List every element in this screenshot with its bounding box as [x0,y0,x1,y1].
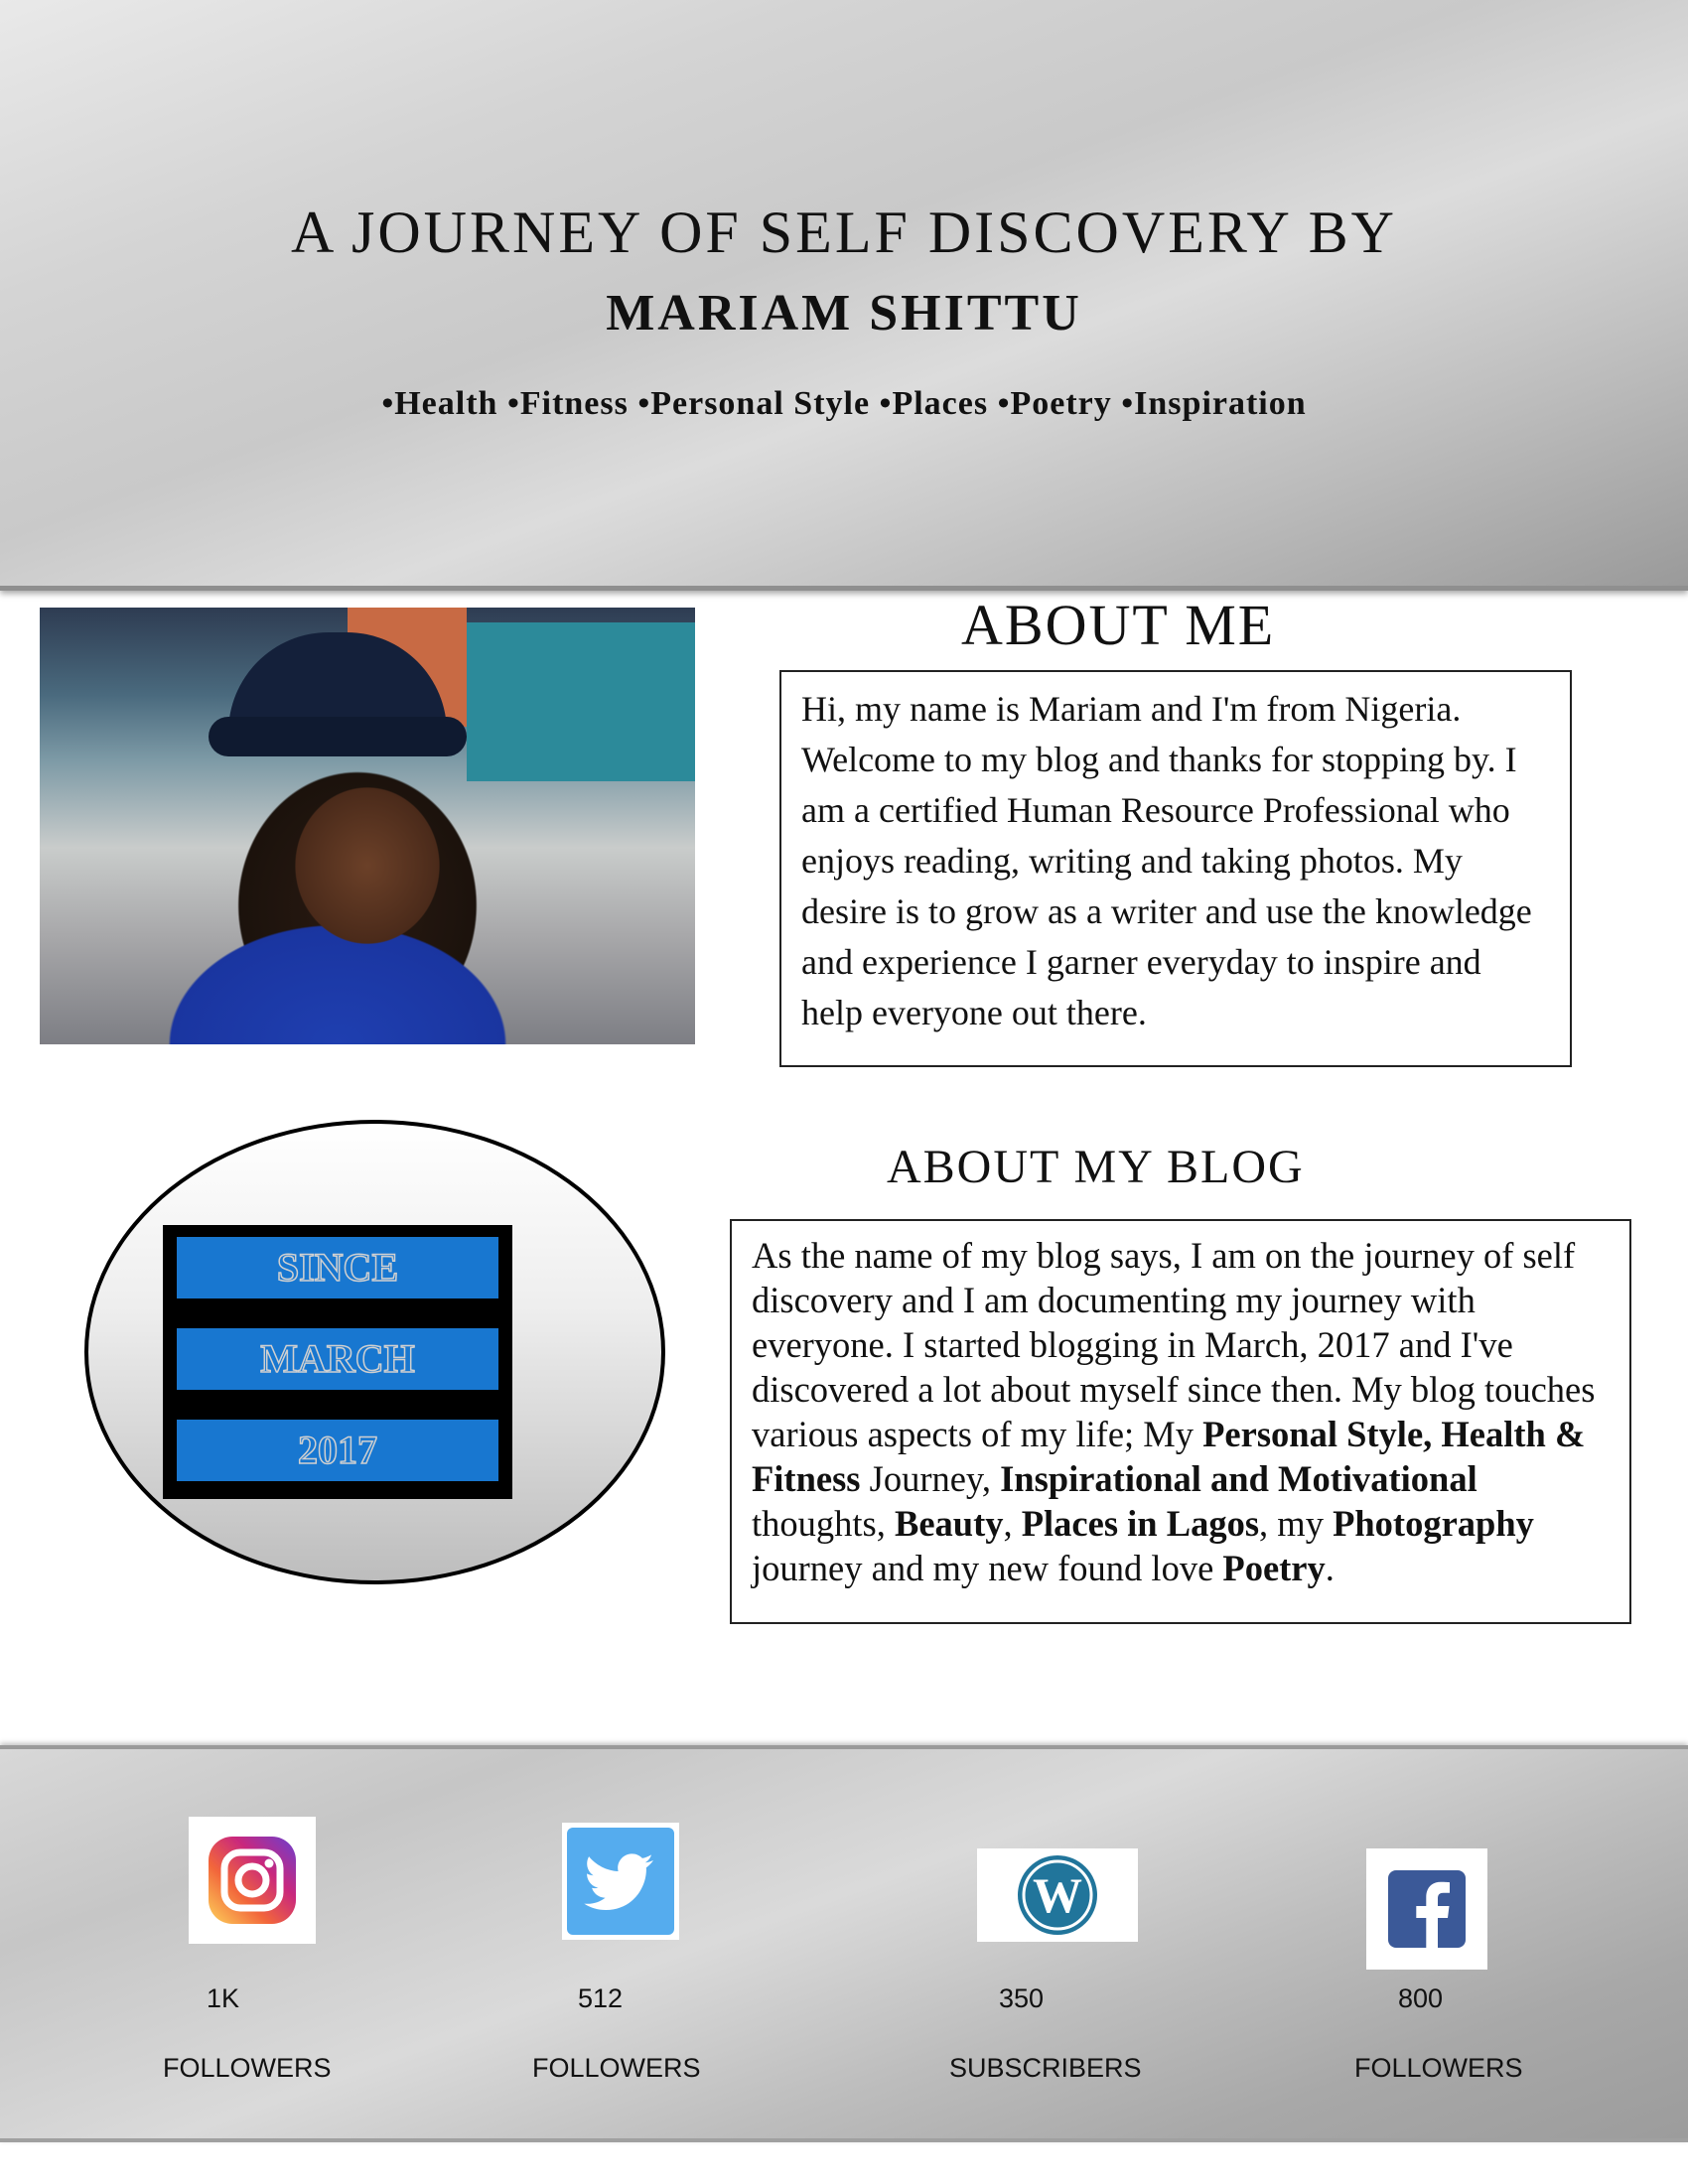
twitter-unit: FOLLOWERS [532,2053,701,2083]
twitter-icon[interactable] [562,1823,679,1940]
wordpress-count: 350 [999,1983,1045,2013]
since-badge [84,1120,665,1584]
facebook-icon[interactable] [1366,1848,1487,1970]
page-title: A JOURNEY OF SELF DISCOVERY BY [290,200,1398,265]
badge-month: MARCH [177,1328,498,1390]
instagram-icon[interactable] [189,1817,316,1944]
blog-text: thoughts, [752,1503,895,1544]
header-banner [0,0,1688,591]
blog-text: As the name of my blog says, I am on the journey of self discovery and I am documenting my journey with everyone. I started blogging in March, 2017 and I've discovered a lot about myself since then. My blog touches various aspects of my life; My [752,1235,1596,1454]
blog-text: Journey, [860,1458,1001,1499]
wordpress-icon[interactable] [977,1848,1138,1942]
blog-text: journey and my new found love [752,1548,1223,1588]
topics-list: •Health •Fitness •Personal Style •Places •Poetry •Inspiration [381,385,1307,422]
instagram-unit: FOLLOWERS [163,2053,332,2083]
blog-bold: Inspirational and Motivational [1000,1458,1477,1499]
about-me-text: Hi, my name is Mariam and I'm from Nigeria. Welcome to my blog and thanks for stopping by. I am a certified Human Resource Professional who enjoys reading, writing and taking photos. My desire is to grow as a writer and use the knowledge and experience I garner everyday to inspire and help everyone out there. [801,689,1532,1032]
badge-since: SINCE [177,1237,498,1298]
blog-bold: Photography [1333,1503,1534,1544]
blog-bold: Places in Lagos [1021,1503,1260,1544]
social-footer [0,1745,1688,2142]
blog-bold: Poetry [1222,1548,1326,1588]
blog-text: . [1325,1548,1335,1588]
profile-photo [40,608,695,1044]
about-me-box [779,670,1572,1067]
author-name: MARIAM SHITTU [606,285,1082,341]
about-blog-heading: ABOUT MY BLOG [887,1141,1305,1193]
badge-plate [163,1225,512,1499]
blog-text: , my [1259,1503,1334,1544]
blog-bold: Personal Style, Health & Fitness [752,1414,1586,1499]
facebook-unit: FOLLOWERS [1354,2053,1523,2083]
instagram-count: 1K [207,1983,240,2013]
svg-text:W: W [1033,1867,1082,1923]
blog-text: , [1003,1503,1022,1544]
about-blog-box [730,1219,1631,1624]
twitter-count: 512 [578,1983,624,2013]
blog-bold: Beauty [895,1503,1004,1544]
about-me-heading: ABOUT ME [961,593,1276,657]
badge-year: 2017 [177,1420,498,1481]
wordpress-unit: SUBSCRIBERS [949,2053,1142,2083]
facebook-count: 800 [1398,1983,1444,2013]
